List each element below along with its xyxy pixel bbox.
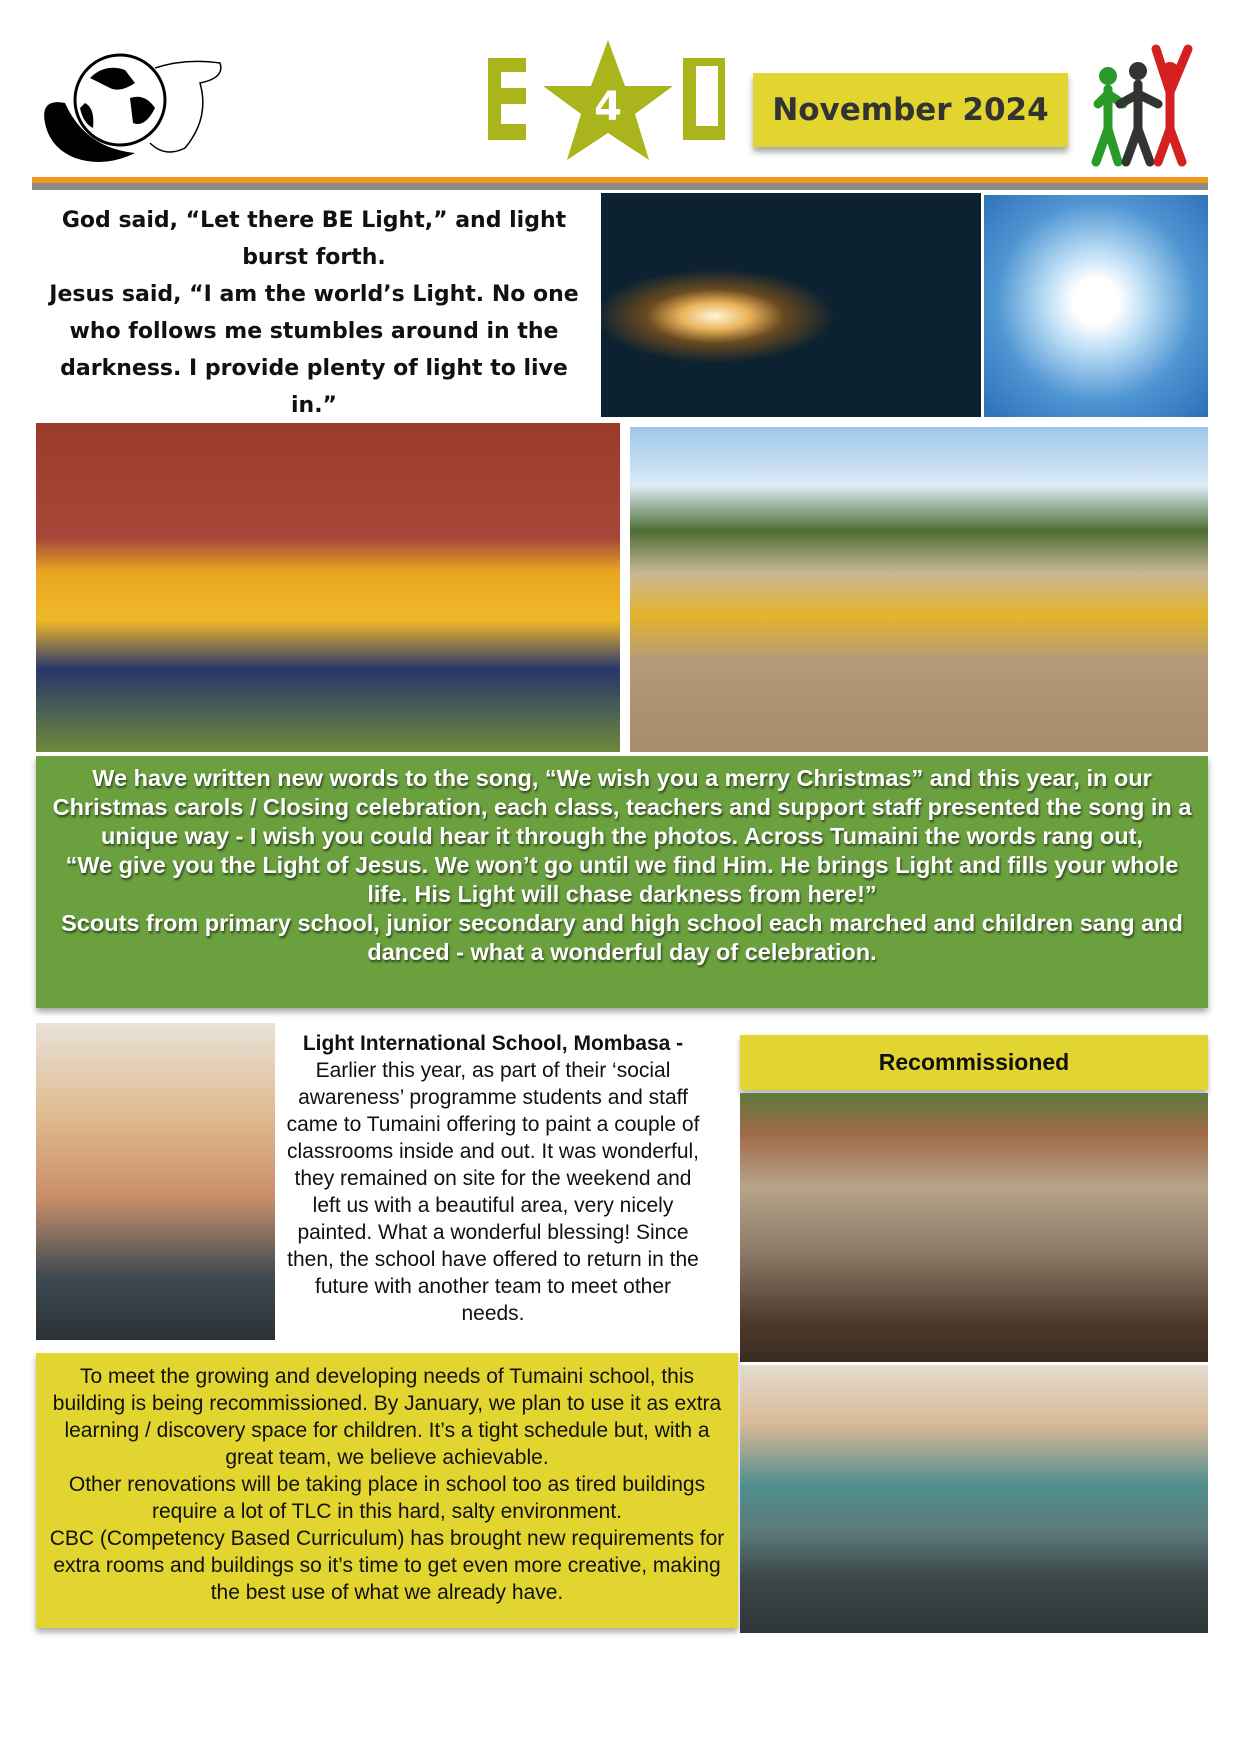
recommission-paragraph-3: CBC (Competency Based Curriculum) has brought new requirements for extra rooms and buildings so it’s time to get even more creative, making the best use of what we already have. <box>49 1527 725 1604</box>
song-paragraph-1: We have written new words to the song, “We wish you a merry Christmas” and this year, in our Christmas carols / Closing celebration, each class, teachers and support staff presented the song in a unique way - I wish you could hear it through the photos. Across Tumaini the words rang out, <box>52 765 1192 849</box>
e4l-logo <box>483 38 733 163</box>
song-paragraph-3: Scouts from primary school, junior secondary and high school each marched and children sang and danced - what a wonderful day of celebration. <box>61 910 1183 965</box>
globe-in-hands-logo <box>35 48 230 168</box>
article-body: Earlier this year, as part of their ‘social awareness’ programme students and staff came to Tumaini offering to paint a couple of classrooms inside and out. It was wonderful, they remained on site for the weekend and left us with a beautiful area, very nicely painted. What a wonderful blessing! Since then, the school have offered to return in the future with another team to meet other needs. <box>286 1059 700 1325</box>
three-people-logo <box>1078 44 1203 169</box>
students-painting-photo <box>36 1023 275 1340</box>
article-title: Light International School, Mombasa - <box>302 1032 684 1055</box>
recommission-paragraph-1: To meet the growing and developing needs of Tumaini school, this building is being recommissioned. By January, we plan to use it as extra learning / discovery space for children. It’s a tight schedule but, with a great team, we believe achievable. <box>52 1365 722 1469</box>
svg-text:4: 4 <box>594 84 622 130</box>
classroom-interior-photo <box>740 1365 1208 1633</box>
scripture-quote <box>35 202 593 424</box>
recommission-paragraph-2: Other renovations will be taking place in school too as tired buildings require a lot of TLC in this hard, salty environment. <box>68 1473 706 1523</box>
quote-jesus: Jesus said, “I am the world’s Light. No one who follows me stumbles around in the darkness. I provide plenty of light to live in.” <box>49 282 579 418</box>
spark-burst-image <box>601 193 981 417</box>
light-international-school-article <box>282 1030 704 1327</box>
school-assembly-photo <box>630 427 1208 752</box>
children-singing-photo <box>36 423 620 752</box>
recommissioned-heading: Recommissioned <box>740 1035 1208 1090</box>
song-celebration-box <box>36 756 1208 1008</box>
header-rule-gray <box>32 183 1208 190</box>
recommissioned-text-box <box>36 1353 738 1628</box>
newsletter-date-badge: November 2024 <box>753 73 1068 147</box>
quote-genesis: God said, “Let there BE Light,” and light burst forth. <box>61 208 567 270</box>
old-building-photo <box>740 1093 1208 1362</box>
bright-sun-image <box>984 195 1208 417</box>
song-lyrics: “We give you the Light of Jesus. We won’t go until we find Him. He brings Light and fills your whole life. His Light will chase darkness from here!” <box>65 852 1179 907</box>
